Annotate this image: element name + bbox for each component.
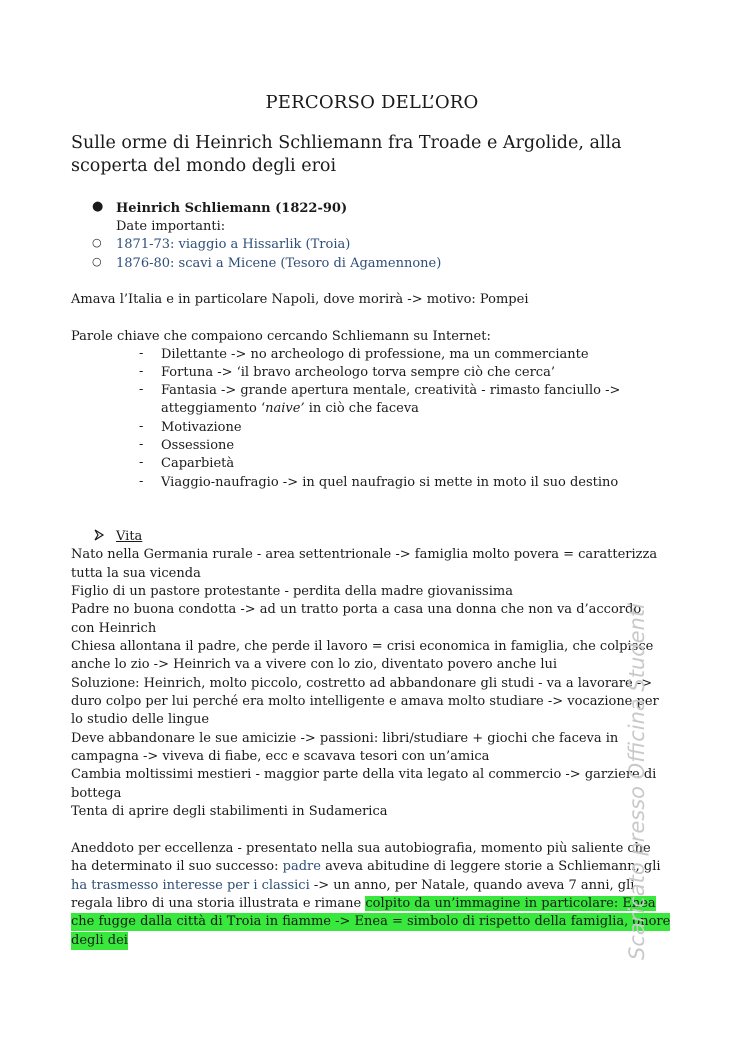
highlighted-text: degli dei — [71, 932, 128, 950]
section-heading-vita: Vita — [116, 529, 143, 544]
dash-bullet-icon: - — [139, 346, 144, 361]
dash-bullet-icon: - — [139, 419, 144, 434]
vita-line: bottega — [71, 786, 122, 801]
text-fragment: ha determinato il suo successo: — [71, 859, 283, 874]
keyword-item: Fortuna -> ‘il bravo archeologo torva sempre ciò che cerca’ — [161, 365, 555, 380]
dash-bullet-icon: - — [139, 455, 144, 470]
keyword-item: Dilettante -> no archeologo di professione, ma un commerciante — [161, 347, 589, 362]
vita-line: tutta la sua vicenda — [71, 566, 201, 581]
vita-line: anche lo zio -> Heinrich va a vivere con lo zio, diventato povero anche lui — [71, 657, 558, 672]
text-fragment: -> un anno, per Natale, quando aveva 7 anni, gli — [309, 878, 635, 893]
dash-bullet-icon: - — [139, 474, 144, 489]
date-item: 1871-73: viaggio a Hissarlik (Troia) — [116, 237, 351, 252]
vita-line: campagna -> viveva di fiabe, ecc e scavava tesori con un’amica — [71, 749, 490, 764]
blue-text: padre — [282, 859, 321, 874]
vita-line: Tenta di aprire degli stabilimenti in Sudamerica — [71, 804, 388, 819]
paragraph-italy: Amava l’Italia e in particolare Napoli, dove morirà -> motivo: Pompei — [71, 292, 529, 307]
keyword-item-continuation — [161, 400, 419, 418]
anecdote-line — [71, 858, 661, 876]
keywords-intro: Parole chiave che compaiono cercando Schliemann su Internet: — [71, 329, 491, 344]
italic-word: naive’ — [265, 401, 305, 416]
dash-bullet-icon: - — [139, 437, 144, 452]
keyword-item: Ossessione — [161, 438, 235, 453]
date-item: 1876-80: scavi a Micene (Tesoro di Agamennone) — [116, 256, 442, 271]
vita-line: Nato nella Germania rurale - area settentrionale -> famiglia molto povera = caratterizza — [71, 547, 658, 562]
vita-line: Deve abbandonare le sue amicizie -> passioni: libri/studiare + giochi che faceva in — [71, 731, 619, 746]
highlighted-text: colpito da un’immagine in particolare: Enea — [365, 896, 656, 911]
keyword-item: Fantasia -> grande apertura mentale, creatività - rimasto fanciullo -> — [161, 383, 621, 398]
vita-line: Chiesa allontana il padre, che perde il lavoro = crisi economica in famiglia, che colpisce — [71, 639, 654, 654]
highlighted-text: che fugge dalla città di Troia in fiamme -> Enea = simbolo di rispetto della famiglia, onore — [71, 913, 670, 931]
keyword-item: Motivazione — [161, 420, 242, 435]
dash-bullet-icon: - — [139, 364, 144, 379]
keyword-item: Viaggio-naufragio -> in quel naufragio si mette in moto il suo destino — [161, 475, 619, 490]
bullet-dot-icon: ● — [92, 199, 104, 214]
anecdote-line — [71, 877, 634, 895]
anecdote-line — [71, 895, 656, 913]
arrowhead-bullet-icon — [93, 529, 105, 541]
page-title: PERCORSO DELL’ORO — [265, 92, 479, 113]
vita-line: lo studio delle lingue — [71, 712, 210, 727]
keyword-item: Caparbietà — [161, 456, 235, 471]
vita-line: duro colpo per lui perché era molto intelligente e amava molto studiare -> vocazione per — [71, 694, 659, 709]
text-fragment: in ciò che faceva — [304, 401, 419, 416]
vita-line: con Heinrich — [71, 621, 157, 636]
dates-label: Date importanti: — [116, 219, 226, 234]
circle-bullet-icon: ○ — [92, 255, 102, 268]
dash-bullet-icon: - — [139, 382, 144, 397]
blue-text: ha trasmesso interesse per i classici — [71, 878, 310, 893]
subtitle-line: Sulle orme di Heinrich Schliemann fra Troade e Argolide, alla — [71, 133, 622, 153]
vita-line: Soluzione: Heinrich, molto piccolo, costretto ad abbandonare gli studi - va a lavorare -> — [71, 676, 653, 691]
anecdote-line: Aneddoto per eccellenza - presentato nella sua autobiografia, momento più saliente che — [71, 841, 651, 856]
page-subtitle — [71, 132, 681, 178]
text-fragment: atteggiamento ‘ — [161, 401, 266, 416]
text-fragment: aveva abitudine di leggere storie a Schliemann, gli — [320, 859, 661, 874]
person-name: Heinrich Schliemann (1822-90) — [116, 201, 348, 216]
subtitle-line: scoperta del mondo degli eroi — [71, 156, 337, 176]
vita-line: Figlio di un pastore protestante - perdita della madre giovanissima — [71, 584, 513, 599]
vita-line: Padre no buona condotta -> ad un tratto porta a casa una donna che non va d’accordo — [71, 602, 642, 617]
text-fragment: regala libro di una storia illustrata e rimane — [71, 896, 366, 911]
vita-line: Cambia moltissimi mestieri - maggior parte della vita legato al commercio -> garziere di — [71, 767, 657, 782]
circle-bullet-icon: ○ — [92, 236, 102, 249]
watermark: Scaricato presso Officina Studenti — [625, 603, 649, 960]
